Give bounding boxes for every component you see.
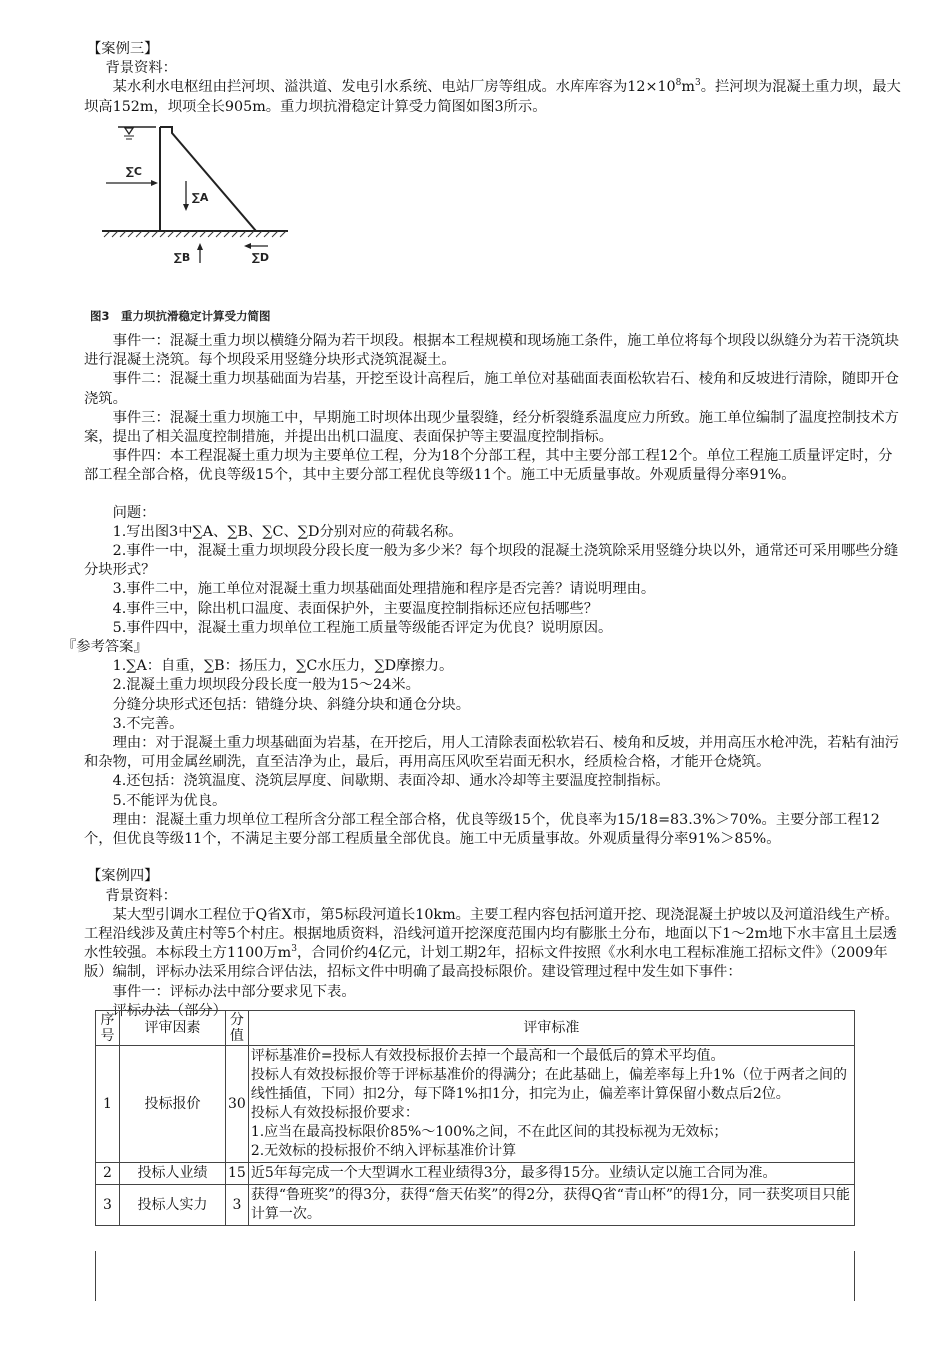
dam-force-svg [96, 123, 396, 298]
force-c-arrow [106, 180, 158, 186]
case4-event-1: 事件一：评标办法中部分要求见下表。 [112, 983, 356, 1000]
header-factor: 评审因素 [120, 1011, 226, 1046]
figure-caption: 图3 重力坝抗滑稳定计算受力简图 [90, 308, 271, 323]
row-factor: 投标人业绩 [120, 1163, 226, 1185]
answer-5-reason: 理由：混凝土重力坝单位工程所含分部工程全部合格，优良等级15个，优良率为15/18=83.3%＞70%。主要分部工程12个，但优良等级11个，不满足主要分部工程质量全部优良。施工中无质量事故。外观质量得分率91%＞85%。 [84, 811, 880, 848]
row-criteria: 获得“鲁班奖”的得3分，获得“詹天佑奖”的得2分，获得Q省“青山杯”的得1分，同一获奖项目只能计算一次。 [248, 1185, 854, 1226]
question-2: 2.事件一中，混凝土重力坝坝段分段长度一般为多少米？每个坝段的混凝土浇筑除采用竖缝分块以外，通常还可采用哪些分缝分块形式？ [84, 543, 899, 579]
questions-label: 问题： [112, 504, 156, 521]
answer-5: 5.不能评为优良。 [112, 792, 227, 809]
table-row [96, 1046, 855, 1163]
row-score: 30 [226, 1046, 249, 1163]
row-factor: 投标报价 [120, 1046, 226, 1163]
case3-event-4: 事件四：本工程混凝土重力坝为主要单位工程，分为18个分部工程，其中主要分部工程12个。单位工程施工质量评定时，分部工程全部合格，优良等级15个，其中主要分部工程优良等级11个。施工中无质量事故。外观质量得分率91%。 [84, 448, 893, 484]
water-level-icon [118, 127, 156, 139]
table-title: 评标办法（部分） [112, 1002, 227, 1019]
force-b-label: ∑B [174, 250, 191, 264]
row-no: 2 [96, 1163, 120, 1185]
force-a-label: ∑A [192, 190, 209, 204]
answer-4: 4.还包括：浇筑温度、浇筑层厚度、间歇期、表面冷却、通水冷却等主要温度控制指标。 [112, 773, 670, 790]
case3-bg-text: 某水利水电枢纽由拦河坝、溢洪道、发电引水系统、电站厂房等组成。水库库容为$12\times 10^8m^3$。拦河坝为混凝土重力坝，最大坝高152m，坝项全长905m。重力坝抗滑稳定计算受力简图如图3所示。 [84, 78, 901, 115]
answer-1: 1.∑A：自重，∑B：扬压力，∑C水压力，∑D摩擦力。 [112, 658, 454, 675]
row-score: 15 [226, 1163, 249, 1185]
table-row [96, 1185, 855, 1226]
criteria-line: 投标人有效投标报价要求： [250, 1105, 419, 1121]
case3-event-2: 事件二：混凝土重力坝基础面为岩基，开挖至设计高程后，施工单位对基础面表面松软岩石、棱角和反坡进行清除，随即开仓浇筑。 [84, 371, 899, 407]
answer-2: 2.混凝土重力坝坝段分段长度一般为15～24米。 [112, 677, 420, 694]
row-criteria [248, 1046, 854, 1163]
question-3: 3.事件二中，施工单位对混凝土重力坝基础面处理措施和程序是否完善？请说明理由。 [112, 581, 656, 598]
row-score: 3 [226, 1185, 249, 1226]
answer-2b: 分缝分块形式还包括：错缝分块、斜缝分块和通仓分块。 [112, 696, 471, 713]
question-1: 1.写出图3中∑A、∑B、∑C、∑D分别对应的荷载名称。 [112, 523, 463, 540]
header-no: 序号 [96, 1011, 120, 1046]
answer-3-reason: 理由：对于混凝土重力坝基础面为岩基，在开挖后，用人工清除表面松软岩石、棱角和反坡，并用高压水枪冲洗，若粘有油污和杂物，可用金属丝刷洗，直至洁净为止，最后，再用高压风吹至岩面无积水，经质检合格，才能开仓烧筑。 [84, 735, 899, 771]
answer-3: 3.不完善。 [112, 715, 184, 732]
case3-title: 【案例三】 [87, 41, 159, 57]
case4-bg-label: 背景资料： [105, 887, 177, 904]
question-4: 4.事件三中，除出机口温度、表面保护外，主要温度控制指标还应包括哪些？ [112, 600, 599, 617]
document-body [62, 40, 902, 1021]
dam-force-diagram [96, 123, 396, 303]
case3-bg-label: 背景资料： [105, 60, 177, 77]
header-score: 分值 [226, 1011, 249, 1046]
criteria-line: 投标人有效投标报价等于评标基准价的得满分；在此基础上，偏差率每上升1%（位于两者之间的线性插值，下同）扣2分，每下降1%扣1分，扣完为止，偏差率计算保留小数点后2位。 [250, 1067, 848, 1102]
question-5: 5.事件四中，混凝土重力坝单位工程施工质量等级能否评定为优良？说明原因。 [112, 619, 613, 636]
criteria-line: 2.无效标的投标报价不纳入评标基准价计算 [250, 1143, 517, 1159]
table-row [96, 1163, 855, 1185]
case4-title: 【案例四】 [87, 868, 159, 885]
table-continuation [95, 1251, 855, 1301]
row-criteria: 近5年每完成一个大型调水工程业绩得3分，最多得15分。业绩认定以施工合同为准。 [248, 1163, 854, 1185]
case4-bg-text: 某大型引调水工程位于Q省X市，第5标段河道长10km。主要工程内容包括河道开挖、现浇混凝土护坡以及河道沿线生产桥。工程沿线涉及黄庄村等5个村庄。根据地质资料，沿线河道开挖深度范围内均有膨胀土分布，地面以下1～2m地下水丰富且土层透水性较强。本标段土方1100万$m^3$，合同价约4亿元，计划工期2年，招标文件按照《水利水电工程标准施工招标文件》（2009年版）编制，评标办法采用综合评估法，招标文件中明确了最高投标限价。建设管理过程中发生如下事件： [84, 906, 899, 981]
force-b-arrow [197, 243, 203, 263]
header-criteria: 评审标准 [248, 1011, 854, 1046]
criteria-line: 评标基准价=投标人有效投标报价去掉一个最高和一个最低后的算术平均值。 [250, 1048, 725, 1064]
case3-event-3: 事件三：混凝土重力坝施工中，早期施工时坝体出现少量裂缝，经分析裂缝系温度应力所致。施工单位编制了温度控制技术方案，提出了相关温度控制措施，并提出出机口温度、表面保护等主要温度控制指标。 [84, 409, 899, 446]
answer-label: 『参考答案』 [62, 639, 148, 656]
criteria-line: 1.应当在最高投标限价85%～100%之间，不在此区间的其投标视为无效标； [250, 1124, 728, 1140]
force-d-arrow [244, 243, 268, 249]
force-a-arrow [183, 181, 189, 211]
case3-event-1: 事件一：混凝土重力坝以横缝分隔为若干坝段。根据本工程规模和现场施工条件，施工单位将每个坝段以纵缝分为若干浇筑块进行混凝土浇筑。每个坝段采用竖缝分块形式浇筑混凝土。 [84, 333, 899, 369]
force-c-label: ∑C [126, 164, 142, 178]
row-no: 1 [96, 1046, 120, 1163]
evaluation-table [95, 1010, 855, 1226]
force-d-label: ∑D [252, 250, 270, 264]
table-header-row [96, 1011, 855, 1046]
row-no: 3 [96, 1185, 120, 1226]
row-factor: 投标人实力 [120, 1185, 226, 1226]
